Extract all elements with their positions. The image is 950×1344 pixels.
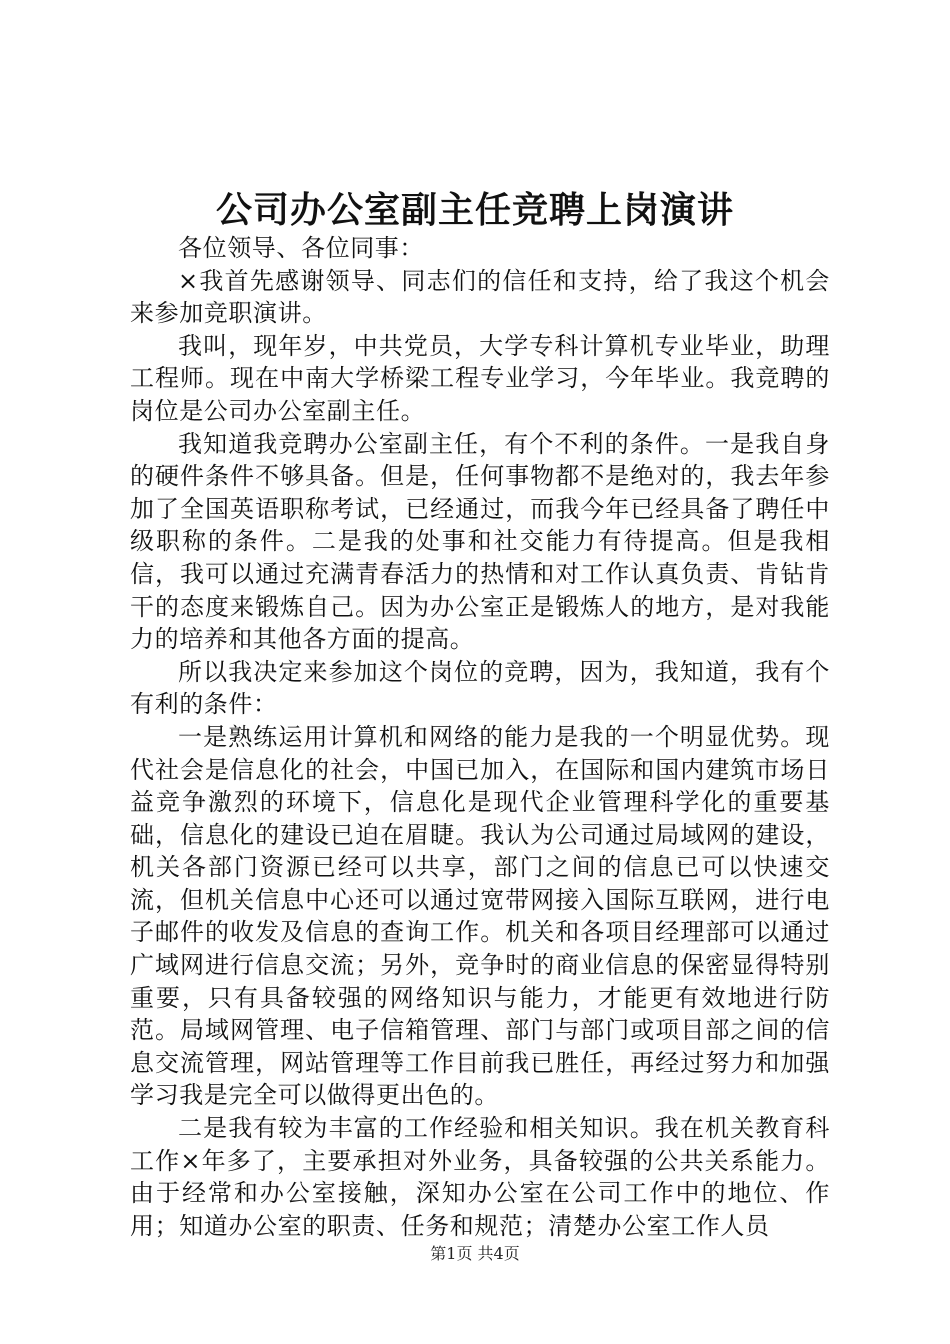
page-number-footer: 第1页 共4页: [430, 1244, 520, 1263]
paragraph-advantage-two: 二是我有较为丰富的工作经验和相关知识。我在机关教育科工作×年多了，主要承担对外业务，具备较强的公共关系能力。由于经常和办公室接触，深知办公室在公司工作中的地位、作用；知道办公室的职责、任务和规范；清楚办公室工作人员: [130, 1114, 830, 1240]
paragraph-greeting: 各位领导、各位同事：: [178, 234, 424, 262]
document-body: [130, 232, 830, 1242]
paragraph-disadvantages: 我知道我竞聘办公室副主任，有个不利的条件。一是我自身的硬件条件不够具备。但是，任何事物都不是绝对的，我去年参加了全国英语职称考试，已经通过，而我今年已经具备了聘任中级职称的条件。二是我的处事和社交能力有待提高。但是我相信，我可以通过充满青春活力的热情和对工作认真负责、肯钻肯干的态度来锻炼自己。因为办公室正是锻炼人的地方，是对我能力的培养和其他各方面的提高。: [130, 429, 830, 654]
paragraph-decision: 所以我决定来参加这个岗位的竞聘，因为，我知道，我有个有利的条件：: [130, 657, 830, 719]
page-title: 公司办公室副主任竞聘上岗演讲: [215, 189, 734, 231]
paragraph-thanks: ×我首先感谢领导、同志们的信任和支持，给了我这个机会来参加竞职演讲。: [130, 266, 830, 328]
paragraph-self-intro: 我叫，现年岁，中共党员，大学专科计算机专业毕业，助理工程师。现在中南大学桥梁工程专业学习，今年毕业。我竞聘的岗位是公司办公室副主任。: [130, 331, 830, 425]
paragraph-advantage-one: 一是熟练运用计算机和网络的能力是我的一个明显优势。现代社会是信息化的社会，中国已加入，在国际和国内建筑市场日益竞争激烈的环境下，信息化是现代企业管理科学化的重要基础，信息化的建设已迫在眉睫。我认为公司通过局域网的建设，机关各部门资源已经可以共享，部门之间的信息已可以快速交流，但机关信息中心还可以通过宽带网接入国际互联网，进行电子邮件的收发及信息的查询工作。机关和各项目经理部可以通过广域网进行信息交流；另外，竞争时的商业信息的保密显得特别重要，只有具备较强的网络知识与能力，才能更有效地进行防范。局域网管理、电子信箱管理、部门与部门或项目部之间的信息交流管理，网站管理等工作目前我已胜任，再经过努力和加强学习我是完全可以做得更出色的。: [130, 722, 830, 1110]
